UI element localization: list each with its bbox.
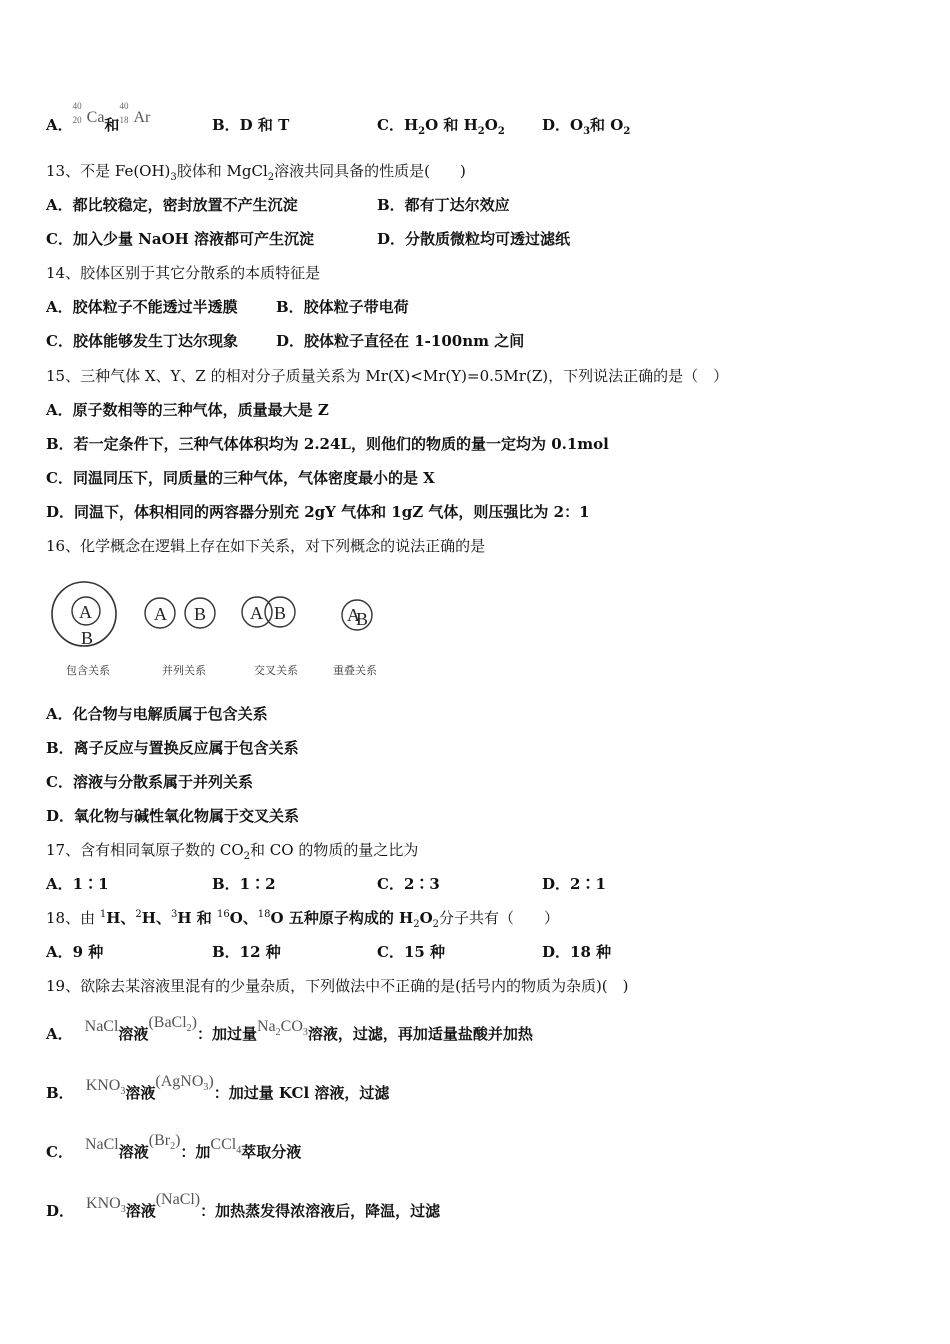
q13-option-a: A．都比较稳定，密封放置不产生沉淀 xyxy=(46,196,298,214)
q15-option-d: D．同温下，体积相同的两容器分别充 2gY 气体和 1gZ 气体，则压强比为 2：1 xyxy=(46,503,590,521)
q13-stem: 13、不是 $Fe(OH)_3$胶体和 MgCl$_2$溶液共同具备的性质是( ) xyxy=(46,162,466,183)
q14-option-b: B．胶体粒子带电荷 xyxy=(276,298,409,316)
q14-option-d: D．胶体粒子直径在 1-100nm 之间 xyxy=(276,332,525,350)
label-overlap: 重叠关系 xyxy=(333,664,377,677)
overlap-letter-b: B xyxy=(356,609,369,629)
q16-option-c: C．溶液与分散系属于并列关系 xyxy=(46,773,253,791)
q13-option-c: C．加入少量 NaOH 溶液都可产生沉淀 xyxy=(46,230,315,248)
q15-option-c: C．同温同压下，同质量的三种气体，气体密度最小的是 X xyxy=(46,469,435,487)
q13-option-b: B．都有丁达尔效应 xyxy=(377,196,510,214)
q16-option-d: D．氧化物与碱性氧化物属于交叉关系 xyxy=(46,807,300,825)
containment-letter-b: B xyxy=(81,628,94,648)
q16-relationship-diagram xyxy=(46,570,406,685)
q12-option-a: A． 40 20 Ca和 40 18 Ar xyxy=(46,101,151,134)
q18-option-b: B．12 种 xyxy=(212,943,281,961)
parallel-letter-a: A xyxy=(154,604,167,624)
q18-option-c: C．15 种 xyxy=(377,943,446,961)
q17-option-a: A．1∶1 xyxy=(46,875,109,893)
overlap-letter-a: A xyxy=(347,605,360,625)
label-containment: 包含关系 xyxy=(66,664,110,677)
label-intersection: 交叉关系 xyxy=(254,664,298,677)
q12-option-c: C．$H_2O$ 和 $H_2O_2$ xyxy=(377,116,505,137)
intersect-letter-b: B xyxy=(274,603,287,623)
label-parallel: 并列关系 xyxy=(162,664,206,677)
q18-option-d: D．18 种 xyxy=(542,943,612,961)
q16-option-b: B．离子反应与置换反应属于包含关系 xyxy=(46,739,299,757)
q19-stem: 19、欲除去某溶液里混有的少量杂质，下列做法中不正确的是(括号内的物质为杂质)( ) xyxy=(46,977,629,995)
containment-letter-a: A xyxy=(79,602,92,622)
q18-option-a: A．9 种 xyxy=(46,943,104,961)
q14-stem: 14、胶体区别于其它分散系的本质特征是 xyxy=(46,264,321,282)
q19-option-b: B． $KNO_3$溶液(AgNO$_3$)：加过量 KCl 溶液，过滤 xyxy=(46,1073,390,1102)
q17-stem: 17、含有相同氧原子数的 $CO_2$和 CO 的物质的量之比为 xyxy=(46,841,419,862)
q17-option-b: B．1∶2 xyxy=(212,875,276,893)
q14-option-c: C．胶体能够发生丁达尔现象 xyxy=(46,332,238,350)
q17-option-c: C．2∶3 xyxy=(377,875,440,893)
q12-option-b: B．D 和 T xyxy=(212,116,290,134)
q15-stem: 15、三种气体 X、Y、Z 的相对分子质量关系为 Mr(X)<Mr(Y)=0.5Mr(Z)，下列说法正确的是（ ） xyxy=(46,367,729,385)
q19-option-a: A． NaCl溶液(BaCl$_2$)：加过量$Na_2CO_3$溶液，过滤，再加适量盐酸并加热 xyxy=(46,1014,533,1043)
q13-option-d: D．分散质微粒均可透过滤纸 xyxy=(377,230,571,248)
q12-option-d: D．$O_3$和 $O_2$ xyxy=(542,116,631,137)
parallel-letter-b: B xyxy=(194,604,207,624)
q14-option-a: A．胶体粒子不能透过半透膜 xyxy=(46,298,238,316)
q15-option-b: B．若一定条件下，三种气体体积均为 2.24L，则他们的物质的量一定均为 0.1mol xyxy=(46,435,609,453)
q17-option-d: D．2∶1 xyxy=(542,875,606,893)
q19-option-c: C． NaCl溶液$(Br_2)$：加CCl$_4$萃取分液 xyxy=(46,1132,302,1161)
q18-stem: 18、由 $^1$H、$^2$H、$^3$H 和 $^{16}$O、$^{18}$O 五种原子构成的 $H_2O_2$分子共有（ ） xyxy=(46,909,560,930)
q15-option-a: A．原子数相等的三种气体，质量最大是 Z xyxy=(46,401,329,419)
q16-option-a: A．化合物与电解质属于包含关系 xyxy=(46,705,268,723)
q19-option-d: D． $KNO_3$溶液(NaCl)：加热蒸发得浓溶液后，降温，过滤 xyxy=(46,1191,441,1220)
q16-stem: 16、化学概念在逻辑上存在如下关系，对下列概念的说法正确的是 xyxy=(46,537,486,555)
intersect-letter-a: A xyxy=(250,603,263,623)
